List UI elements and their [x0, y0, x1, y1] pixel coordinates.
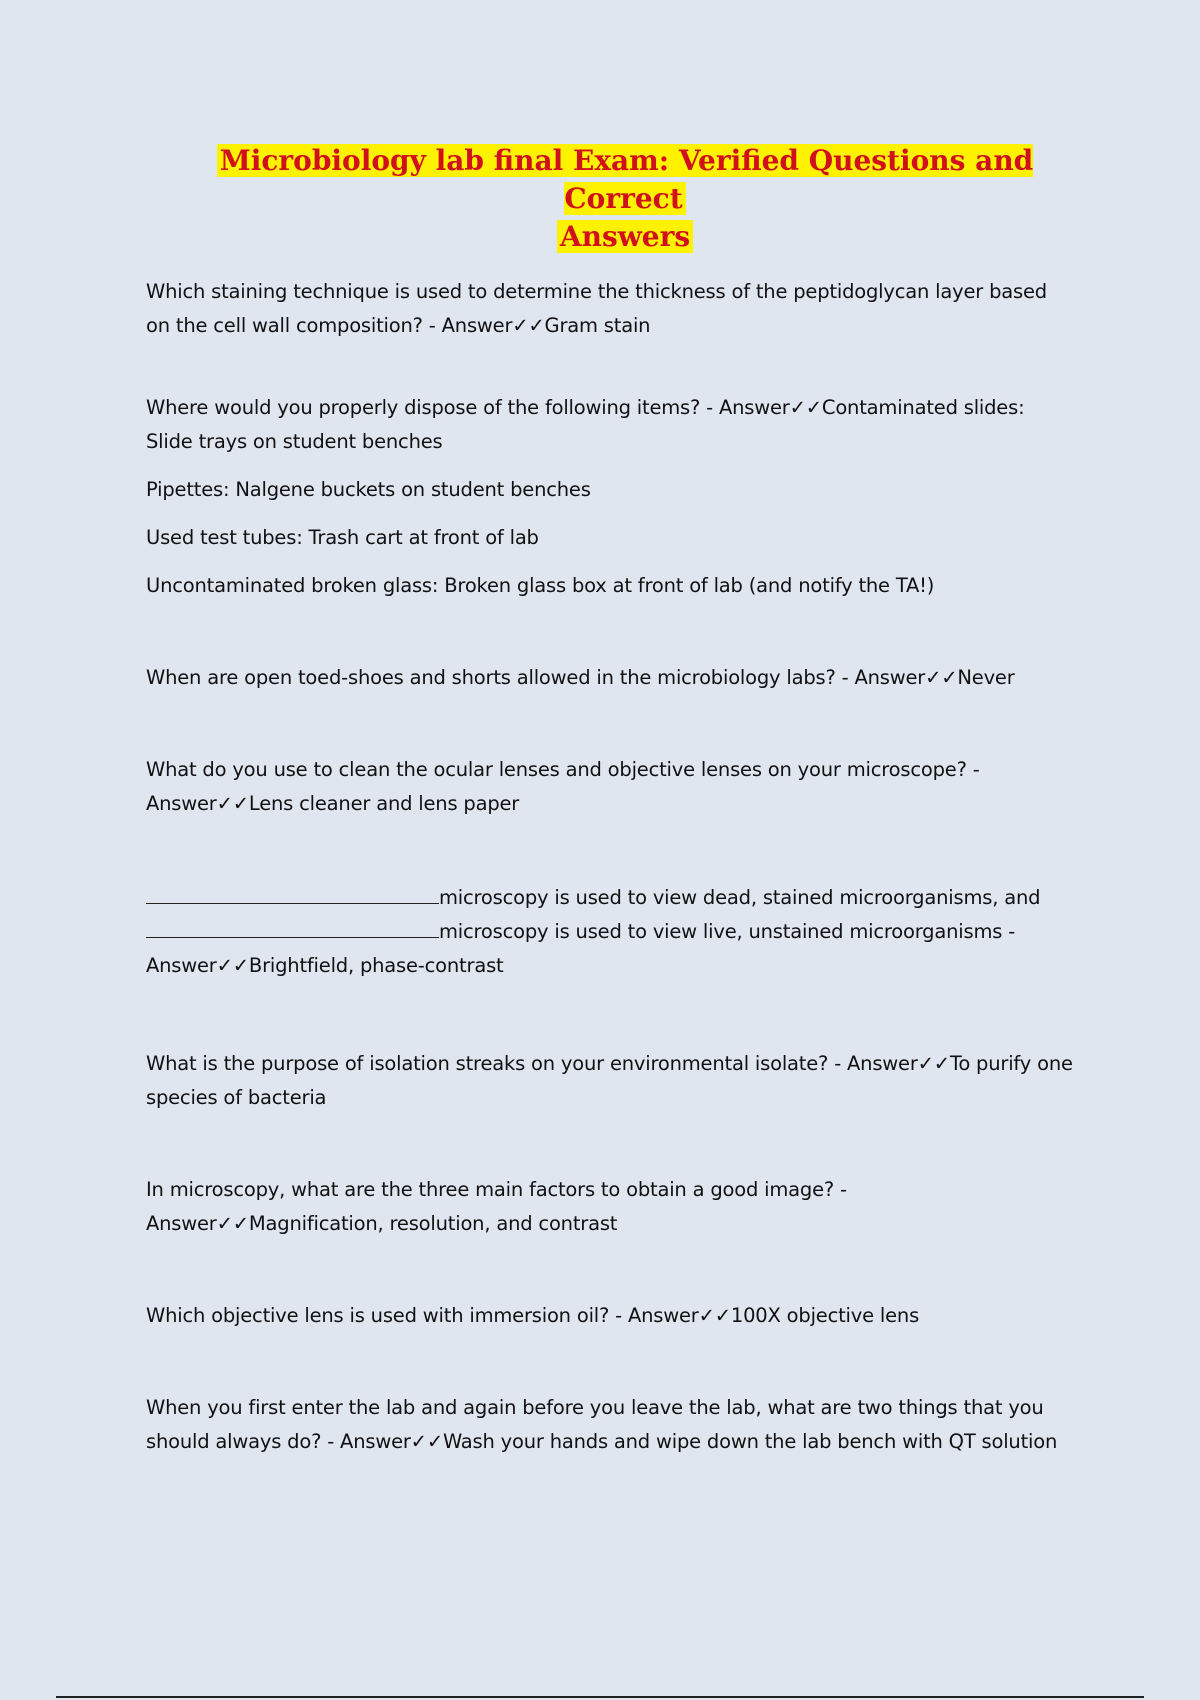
qa-item-5 [146, 881, 1076, 983]
title-line-1: Microbiology lab final Exam: Verified Questions and Correct [217, 144, 1034, 215]
qa-list [146, 275, 1076, 1459]
qa-item-2: Where would you properly dispose of the following items? - Answer✓✓Contaminated slides: Slide trays on student benches [146, 396, 1025, 453]
qa-item-4: What do you use to clean the ocular lenses and objective lenses on your microscope? - Answer✓✓Lens cleaner and lens paper [146, 758, 980, 815]
fill-in-blank-1 [146, 883, 439, 904]
qa-item-2-line-4: Uncontaminated broken glass: Broken glass box at front of lab (and notify the TA!) [146, 574, 935, 597]
qa-item-9: When you first enter the lab and again before you leave the lab, what are two things that you should always do? - Answer✓✓Wash your hands and wipe down the lab bench with QT solution [146, 1396, 1058, 1453]
qa-item-8: Which objective lens is used with immersion oil? - Answer✓✓100X objective lens [146, 1304, 920, 1327]
qa-item-5-part-1: microscopy is used to view dead, stained microorganisms, and [439, 886, 1041, 909]
qa-item-2-line-2: Pipettes: Nalgene buckets on student benches [146, 478, 591, 501]
qa-item-7: In microscopy, what are the three main factors to obtain a good image? - Answer✓✓Magnification, resolution, and contrast [146, 1178, 847, 1235]
qa-item-2-line-3: Used test tubes: Trash cart at front of lab [146, 526, 539, 549]
qa-item-3: When are open toed-shoes and shorts allowed in the microbiology labs? - Answer✓✓Never [146, 666, 1015, 689]
footer-rule [56, 1696, 1144, 1698]
fill-in-blank-2 [146, 917, 439, 938]
title-line-2: Answers [557, 220, 693, 253]
qa-item-6: What is the purpose of isolation streaks on your environmental isolate? - Answer✓✓To purify one species of bacteria [146, 1052, 1073, 1109]
qa-item-1: Which staining technique is used to determine the thickness of the peptidoglycan layer based on the cell wall composition? - Answer✓✓Gram stain [146, 280, 1047, 337]
document-title [180, 142, 1070, 256]
qa-item-5-part-2: microscopy is used to view live, unstained microorganisms - Answer✓✓Brightfield, phase-contrast [146, 920, 1016, 977]
